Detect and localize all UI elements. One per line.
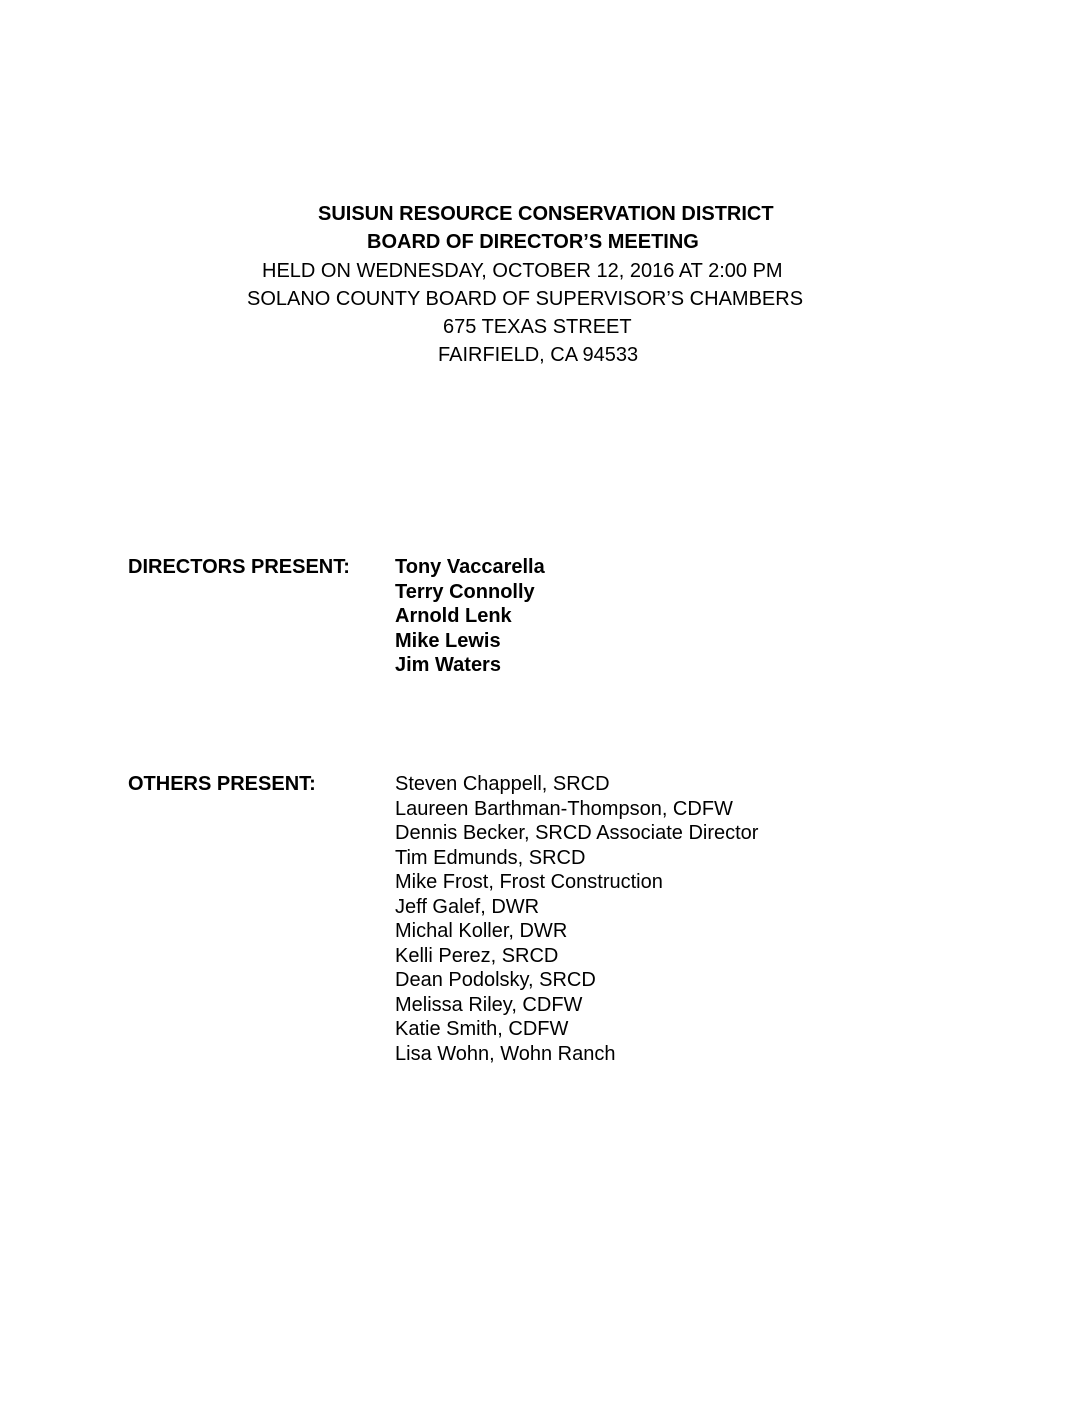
meeting-date: HELD ON WEDNESDAY, OCTOBER 12, 2016 AT 2:00 PM [262,260,783,282]
attendee-name: Lisa Wohn, Wohn Ranch [395,1042,616,1065]
attendee-name: Jeff Galef, DWR [395,895,540,918]
director-name: Tony Vaccarella [395,556,545,578]
attendee-name: Laureen Barthman-Thompson, CDFW [395,797,733,820]
attendee-name: Katie Smith, CDFW [395,1018,569,1040]
city-address: FAIRFIELD, CA 94533 [438,344,639,366]
street-address: 675 TEXAS STREET [443,316,632,338]
attendee-name: Michal Koller, DWR [395,920,568,942]
attendee-name: Kelli Perez, SRCD [395,944,559,967]
others-list [395,772,758,1066]
attendee-name: Melissa Riley, CDFW [395,993,583,1016]
attendee-name: Tim Edmunds, SRCD [395,846,586,869]
others-present-label: OTHERS PRESENT: [128,773,316,795]
director-name: Arnold Lenk [395,605,512,627]
director-name: Jim Waters [395,654,501,676]
meeting-title: BOARD OF DIRECTOR’S MEETING [367,231,699,253]
district-name: SUISUN RESOURCE CONSERVATION DISTRICT [318,203,774,225]
directors-present-label: DIRECTORS PRESENT: [128,556,350,578]
attendee-name: Steven Chappell, SRCD [395,773,610,795]
director-name: Terry Connolly [395,580,535,603]
director-name: Mike Lewis [395,629,501,652]
attendee-name: Dennis Becker, SRCD Associate Director [395,822,759,844]
attendee-name: Mike Frost, Frost Construction [395,871,663,893]
attendee-name: Dean Podolsky, SRCD [395,969,596,991]
directors-list [395,555,545,678]
meeting-location: SOLANO COUNTY BOARD OF SUPERVISOR’S CHAMBERS [247,288,804,310]
